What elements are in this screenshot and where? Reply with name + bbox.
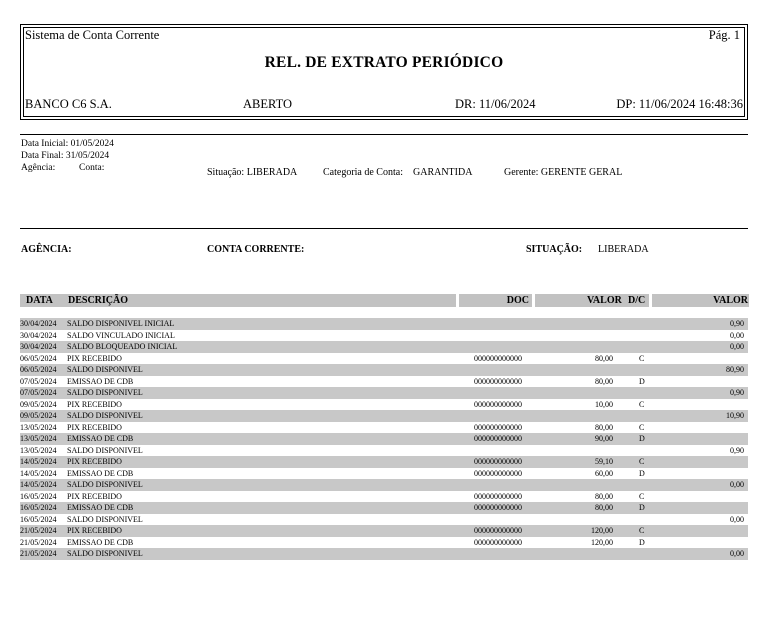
row-date: 06/05/2024: [20, 353, 57, 363]
table-row: [20, 399, 748, 411]
table-row: [20, 468, 748, 480]
row-description: SALDO DISPONIVEL: [67, 445, 143, 455]
row-description: PIX RECEBIDO: [67, 353, 122, 363]
row-saldo: 80,90: [726, 365, 744, 374]
row-date: 07/05/2024: [20, 388, 57, 397]
row-description: EMISSAO DE CDB: [67, 434, 134, 443]
row-description: EMISSAO DE CDB: [67, 468, 134, 478]
categoria-value: GARANTIDA: [413, 167, 473, 178]
table-row: [20, 353, 748, 365]
page-number: Pág. 1: [708, 28, 740, 42]
table-row: [20, 387, 748, 399]
table-row: [20, 502, 748, 514]
row-doc: 000000000000: [474, 503, 522, 512]
row-valor: 120,00: [591, 537, 613, 547]
table-row: [20, 364, 748, 376]
col-descricao: DESCRIÇÃO: [68, 295, 129, 306]
report-status: ABERTO: [243, 97, 293, 111]
divider-middle: [20, 228, 748, 229]
row-description: SALDO DISPONIVEL INICIAL: [67, 319, 175, 328]
row-saldo: 0,90: [730, 445, 744, 455]
row-doc: 000000000000: [474, 376, 522, 386]
row-description: PIX RECEBIDO: [67, 457, 122, 466]
col-data: DATA: [26, 295, 53, 306]
row-description: SALDO DISPONIVEL: [67, 514, 143, 524]
situacao-heading: SITUAÇÃO:: [526, 244, 583, 255]
agencia-label: Agência:: [21, 163, 56, 173]
row-date: 21/05/2024: [20, 549, 57, 558]
row-saldo: 0,90: [730, 319, 744, 328]
row-date: 13/05/2024: [20, 422, 57, 432]
situacao-value: LIBERADA: [598, 244, 649, 255]
row-valor: 80,00: [595, 422, 613, 432]
row-doc: 000000000000: [474, 399, 522, 409]
row-saldo: 0,00: [730, 549, 744, 558]
row-date: 16/05/2024: [20, 514, 57, 524]
row-description: SALDO BLOQUEADO INICIAL: [67, 342, 178, 351]
row-saldo: 10,90: [726, 411, 744, 420]
column-header-valor: [535, 294, 649, 307]
table-row: [20, 318, 748, 330]
column-header-left: [20, 294, 456, 307]
row-doc: 000000000000: [474, 468, 522, 478]
row-valor: 90,00: [595, 434, 613, 443]
row-saldo: 0,00: [730, 342, 744, 351]
row-date: 21/05/2024: [20, 537, 57, 547]
row-doc: 000000000000: [474, 526, 522, 535]
statement-table: [20, 318, 748, 560]
col-dc: D/C: [628, 295, 646, 306]
row-doc: 000000000000: [474, 457, 522, 466]
row-doc: 000000000000: [474, 434, 522, 443]
row-dc: D: [639, 537, 645, 547]
row-dc: D: [639, 376, 645, 386]
column-header-doc: [459, 294, 532, 307]
col-valor: VALOR: [587, 295, 622, 306]
row-dc: C: [639, 422, 645, 432]
gerente-info: Gerente: GERENTE GERAL: [504, 167, 623, 178]
dp-datetime: DP: 11/06/2024 16:48:36: [616, 97, 743, 111]
row-valor: 80,00: [595, 353, 613, 363]
row-date: 14/05/2024: [20, 480, 57, 489]
conta-corrente-heading: CONTA CORRENTE:: [207, 244, 305, 255]
row-date: 16/05/2024: [20, 503, 57, 512]
row-dc: D: [639, 434, 645, 443]
row-doc: 000000000000: [474, 422, 522, 432]
row-description: PIX RECEBIDO: [67, 491, 122, 501]
situacao-info: Situação: LIBERADA: [207, 167, 298, 178]
dr-date: DR: 11/06/2024: [455, 97, 536, 111]
row-saldo: 0,00: [730, 330, 744, 340]
row-valor: 80,00: [595, 503, 613, 512]
table-row: [20, 330, 748, 342]
table-row: [20, 514, 748, 526]
row-description: EMISSAO DE CDB: [67, 537, 134, 547]
row-date: 30/04/2024: [20, 330, 57, 340]
table-row: [20, 341, 748, 353]
report-title: REL. DE EXTRATO PERIÓDICO: [264, 54, 504, 71]
row-description: EMISSAO DE CDB: [67, 503, 134, 512]
conta-label: Conta:: [79, 163, 105, 173]
row-date: 13/05/2024: [20, 445, 57, 455]
row-dc: C: [639, 491, 645, 501]
data-final: Data Final: 31/05/2024: [21, 151, 110, 161]
row-saldo: 0,90: [730, 388, 744, 397]
row-description: SALDO DISPONIVEL: [67, 365, 143, 374]
row-dc: C: [639, 353, 645, 363]
table-row: [20, 456, 748, 468]
row-description: SALDO DISPONIVEL: [67, 411, 143, 420]
row-valor: 10,00: [595, 399, 613, 409]
table-row: [20, 491, 748, 503]
row-valor: 60,00: [595, 468, 613, 478]
row-dc: D: [639, 503, 645, 512]
row-date: 07/05/2024: [20, 376, 57, 386]
divider-top: [20, 134, 748, 135]
table-row: [20, 433, 748, 445]
row-doc: 000000000000: [474, 537, 522, 547]
categoria-label: Categoria de Conta:: [323, 167, 403, 178]
row-date: 30/04/2024: [20, 319, 57, 328]
report-header-box: [20, 24, 748, 120]
agencia-heading: AGÊNCIA:: [21, 244, 72, 255]
row-dc: C: [639, 457, 645, 466]
row-valor: 80,00: [595, 376, 613, 386]
row-valor: 59,10: [595, 457, 613, 466]
row-description: SALDO DISPONIVEL: [67, 480, 143, 489]
row-date: 16/05/2024: [20, 491, 57, 501]
system-name: Sistema de Conta Corrente: [25, 28, 160, 42]
table-row: [20, 525, 748, 537]
table-row: [20, 410, 748, 422]
row-date: 21/05/2024: [20, 526, 57, 535]
row-date: 06/05/2024: [20, 365, 57, 374]
row-valor: 120,00: [591, 526, 613, 535]
table-row: [20, 479, 748, 491]
col-doc: DOC: [506, 295, 529, 306]
row-date: 13/05/2024: [20, 434, 57, 443]
table-row: [20, 445, 748, 457]
row-description: PIX RECEBIDO: [67, 422, 122, 432]
row-dc: C: [639, 399, 645, 409]
table-row: [20, 422, 748, 434]
row-dc: D: [639, 468, 645, 478]
row-doc: 000000000000: [474, 491, 522, 501]
row-doc: 000000000000: [474, 353, 522, 363]
row-description: PIX RECEBIDO: [67, 399, 122, 409]
row-description: SALDO VINCULADO INICIAL: [67, 330, 175, 340]
row-description: EMISSAO DE CDB: [67, 376, 134, 386]
row-date: 09/05/2024: [20, 411, 57, 420]
column-header-saldo: [652, 294, 749, 307]
row-saldo: 0,00: [730, 480, 744, 489]
bank-name: BANCO C6 S.A.: [25, 97, 112, 111]
col-saldo: VALOR: [713, 295, 748, 306]
row-date: 14/05/2024: [20, 457, 57, 466]
table-row: [20, 537, 748, 549]
row-dc: C: [639, 526, 645, 535]
row-date: 30/04/2024: [20, 342, 57, 351]
table-row: [20, 376, 748, 388]
row-description: SALDO DISPONIVEL: [67, 388, 143, 397]
row-description: PIX RECEBIDO: [67, 526, 122, 535]
table-row: [20, 548, 748, 560]
row-valor: 80,00: [595, 491, 613, 501]
row-saldo: 0,00: [730, 514, 744, 524]
row-date: 09/05/2024: [20, 399, 57, 409]
row-description: SALDO DISPONIVEL: [67, 549, 143, 558]
data-inicial: Data Inicial: 01/05/2024: [21, 139, 114, 149]
row-date: 14/05/2024: [20, 468, 57, 478]
